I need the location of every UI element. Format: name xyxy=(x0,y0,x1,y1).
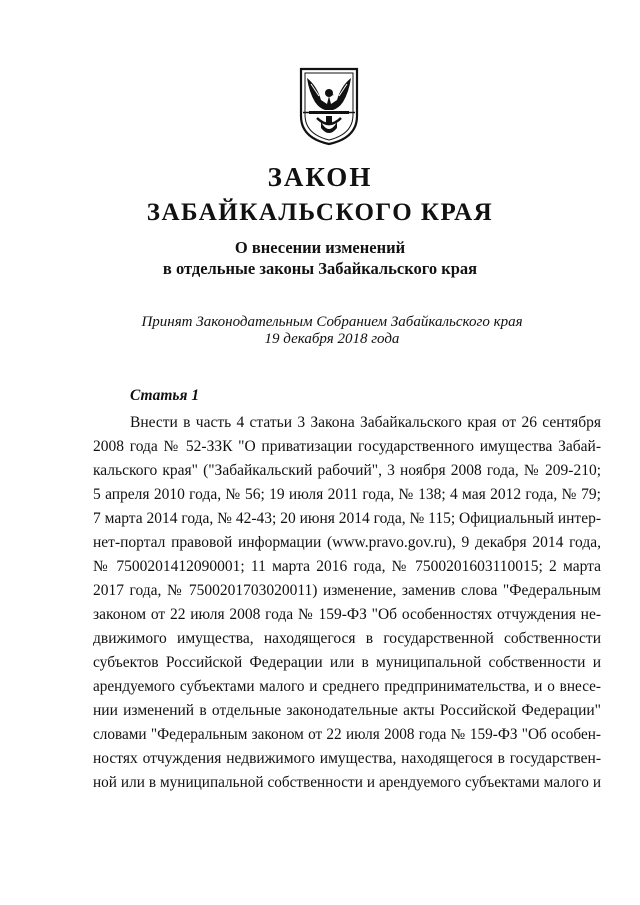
body-line: 2008 года № 52-ЗЗК "О приватизации государственного имущества Забай- xyxy=(93,438,601,455)
body-line: нии изменений в отдельные законодательные акты Российской Федерации" xyxy=(93,702,601,719)
article-heading: Статья 1 xyxy=(130,387,200,404)
body-line: ной или в муниципальной собственности и арендуемого субъектами малого и xyxy=(93,774,601,791)
adopted-line-1: Принят Законодательным Собранием Забайкальского края xyxy=(141,314,523,330)
body-line: субъектов Российской Федерации или в муниципальной собственности и xyxy=(93,654,601,671)
body-line: 5 апреля 2010 года, № 56; 19 июля 2011 года, № 138; 4 мая 2012 года, № 79; xyxy=(93,486,601,503)
body-line: Внести в часть 4 статьи 3 Закона Забайкальского края от 26 сентября xyxy=(130,414,601,431)
body-line: 7 марта 2014 года, № 42-43; 20 июня 2014 года, № 115; Официальный интер- xyxy=(93,510,601,527)
body-line: арендуемого субъектами малого и среднего предпринимательства, и о внесе- xyxy=(93,678,601,695)
document-title: ЗАКОН xyxy=(267,162,373,192)
document-region: ЗАБАЙКАЛЬСКОГО КРАЯ xyxy=(146,199,494,226)
body-line: ностях отчуждения недвижимого имущества, находящегося в государствен- xyxy=(93,750,601,767)
body-line: нет-портал правовой информации (www.pravo.gov.ru), 9 декабря 2014 года, xyxy=(93,534,601,551)
subtitle-line-1: О внесении изменений xyxy=(234,238,406,257)
body-line: 2017 года, № 7500201703020011) изменение, заменив слова "Федеральным xyxy=(93,582,601,599)
adopted-date: 19 декабря 2018 года xyxy=(264,331,400,347)
body-line: законом от 22 июля 2008 года № 159-ФЗ "Об особенностях отчуждения не- xyxy=(93,606,601,623)
coat-of-arms-icon xyxy=(297,66,361,146)
subtitle-line-2: в отдельные законы Забайкальского края xyxy=(162,259,478,278)
body-line: № 7500201412090001; 11 марта 2016 года, № 7500201603110015; 2 марта xyxy=(93,558,601,575)
body-line: движимого имущества, находящегося в государственной собственности xyxy=(93,630,601,647)
body-line: кальского края" ("Забайкальский рабочий", 3 ноября 2008 года, № 209-210; xyxy=(93,462,601,479)
body-line: словами "Федеральным законом от 22 июля 2008 года № 159-ФЗ "Об особен- xyxy=(93,726,601,743)
